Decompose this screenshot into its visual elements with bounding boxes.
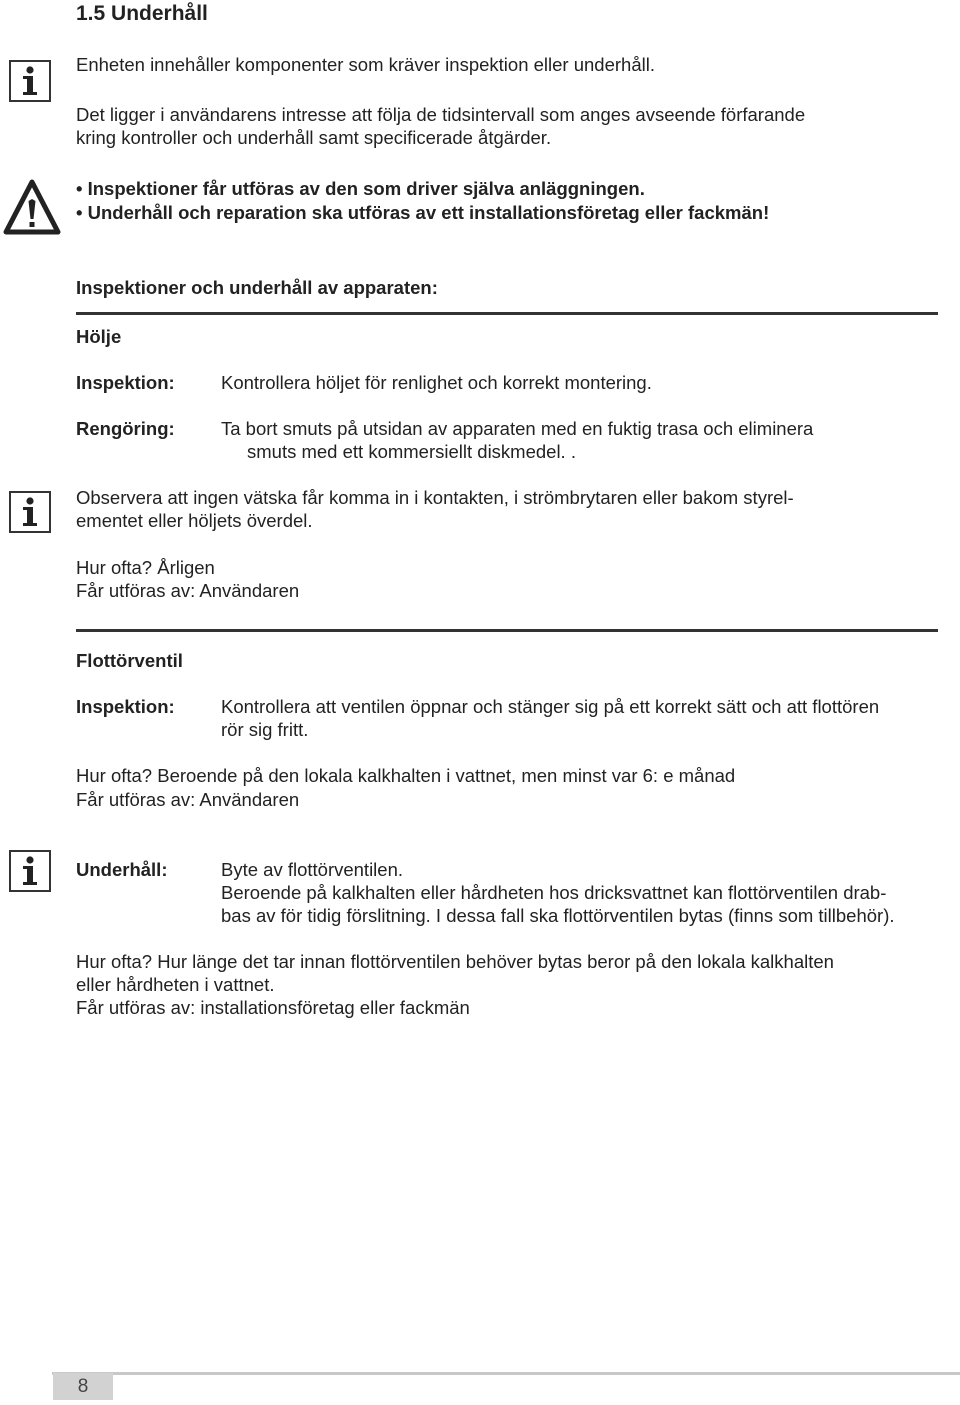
flottor-inspektion-label: Inspektion:: [76, 696, 175, 717]
flottor-inspektion-text-1: Kontrollera att ventilen öppnar och stänger sig på ett korrekt sätt och att flottören: [221, 696, 880, 717]
holje-inspektion-text: Kontrollera höljet för renlighet och korrekt montering.: [221, 372, 652, 393]
intro-line-1: Enheten innehåller komponenter som kräver inspektion eller underhåll.: [76, 54, 655, 75]
flottor-underhall-text-1: Byte av flottörventilen.: [221, 859, 404, 880]
flottor-underhall-text-3: bas av för tidig förslitning. I dessa fall ska flottörventilen bytas (finns som tillbehör).: [221, 905, 895, 926]
info-icon: [9, 60, 51, 102]
holje-rengoring-text-1: Ta bort smuts på utsidan av apparaten med en fuktig trasa och eliminera: [221, 418, 814, 439]
flottor-underhall-label: Underhåll:: [76, 859, 168, 880]
flottor-performed-by-2: Får utföras av: installationsföretag eller fackmän: [76, 997, 470, 1018]
page-number: 8: [53, 1373, 113, 1400]
intro-line-2a: Det ligger i användarens intresse att följa de tidsintervall som anges avseende förfarande: [76, 104, 806, 125]
flottor-title: Flottörventil: [76, 650, 183, 671]
info-icon: [9, 850, 51, 892]
flottor-frequency: Hur ofta? Beroende på den lokala kalkhalten i vattnet, men minst var 6: e månad: [76, 765, 736, 786]
warning-bullet-2: • Underhåll och reparation ska utföras av ett installationsföretag eller fackmän!: [76, 202, 770, 223]
intro-line-2b: kring kontroller och underhåll samt specificerade åtgärder.: [76, 127, 552, 148]
flottor-frequency-2b: eller hårdheten i vattnet.: [76, 974, 275, 995]
flottor-underhall-text-2: Beroende på kalkhalten eller hårdheten hos dricksvattnet kan flottörventilen drab-: [221, 882, 887, 903]
holje-note-1: Observera att ingen vätska får komma in i kontakten, i strömbrytaren eller bakom styrel-: [76, 487, 794, 508]
flottor-frequency-2a: Hur ofta? Hur länge det tar innan flottörventilen behöver bytas beror på den lokala kalkhalten: [76, 951, 834, 972]
holje-rengoring-text-2: smuts med ett kommersiellt diskmedel. .: [247, 441, 576, 462]
warning-triangle-icon: [3, 179, 61, 237]
holje-inspektion-label: Inspektion:: [76, 372, 175, 393]
inspection-heading: Inspektioner och underhåll av apparaten:: [76, 277, 438, 298]
flottor-inspektion-text-2: rör sig fritt.: [221, 719, 309, 740]
holje-title: Hölje: [76, 326, 122, 347]
footer-line: [52, 1372, 960, 1375]
holje-performed-by: Får utföras av: Användaren: [76, 580, 300, 601]
warning-bullet-1: • Inspektioner får utföras av den som driver själva anläggningen.: [76, 178, 645, 199]
holje-frequency: Hur ofta? Årligen: [76, 557, 215, 578]
holje-note-2: ementet eller höljets överdel.: [76, 510, 313, 531]
divider: [76, 312, 938, 315]
holje-rengoring-label: Rengöring:: [76, 418, 175, 439]
divider: [76, 629, 938, 632]
flottor-performed-by: Får utföras av: Användaren: [76, 789, 300, 810]
info-icon: [9, 491, 51, 533]
section-title: 1.5 Underhåll: [76, 2, 208, 25]
